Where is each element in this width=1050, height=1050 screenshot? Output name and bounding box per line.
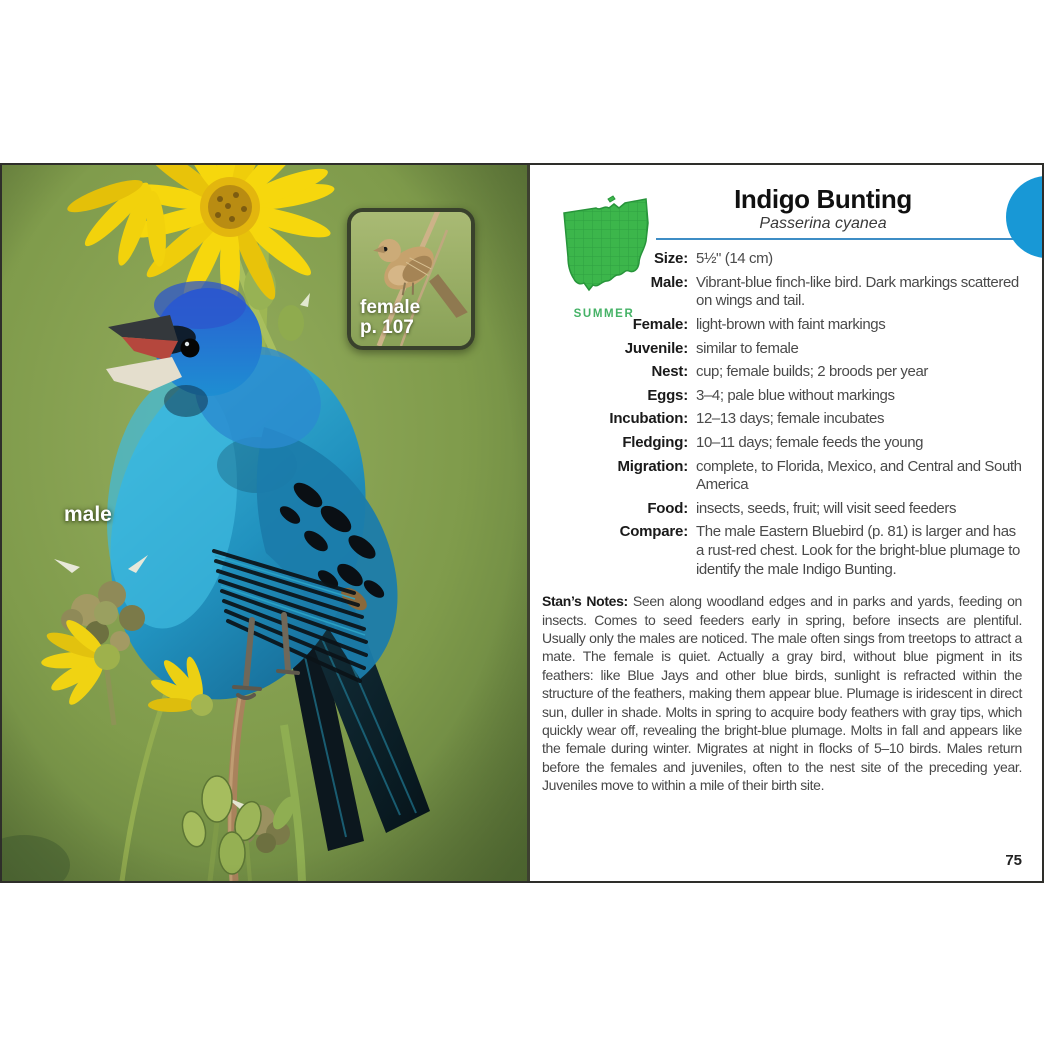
field-row-juvenile: [530, 340, 1022, 359]
page-tab-circle: [1006, 176, 1044, 258]
field-row-compare: [530, 523, 1022, 579]
field-label: Juvenile:: [624, 339, 688, 357]
field-value: The male Eastern Bluebird (p. 81) is larger and has a rust-red chest. Look for the bright-blue plumage to identify the male Indigo Bunting.: [696, 523, 1020, 578]
field-label: Food:: [647, 499, 688, 517]
field-value: cup; female builds; 2 broods per year: [696, 363, 929, 381]
title-divider: [656, 238, 1042, 240]
field-label: Migration:: [617, 457, 688, 475]
scientific-name: Passerina cyanea: [759, 215, 887, 233]
female-inset-photo: [347, 208, 475, 350]
stans-notes-label: Stan’s Notes:: [542, 593, 628, 610]
field-label: Fledging:: [622, 434, 688, 452]
field-value: similar to female: [696, 339, 799, 357]
field-row-eggs: [530, 387, 1022, 406]
ohio-range-map-icon: [556, 193, 652, 297]
male-photo-label: male: [64, 503, 112, 526]
range-map-block: [554, 193, 654, 320]
field-row-incubation: [530, 410, 1022, 429]
inset-caption-female: female: [360, 296, 421, 318]
page-number: 75: [1005, 852, 1022, 869]
field-label: Incubation:: [609, 410, 688, 428]
field-value: 10–11 days; female feeds the young: [696, 434, 924, 452]
field-row-nest: [530, 363, 1022, 382]
species-photo-pane: [2, 165, 530, 881]
species-account-pane: [530, 165, 1042, 881]
field-label: Eggs:: [647, 386, 688, 404]
field-row-migration: [530, 458, 1022, 495]
species-header: [680, 186, 966, 233]
field-guide-page: [0, 163, 1044, 883]
field-value: 5½" (14 cm): [696, 250, 773, 268]
field-label: Compare:: [619, 523, 688, 541]
species-title: Indigo Bunting: [734, 184, 912, 214]
stans-notes: [542, 592, 1022, 794]
field-value: complete, to Florida, Mexico, and Central and South America: [696, 457, 1022, 494]
field-label: Size:: [653, 250, 688, 268]
field-value: Vibrant-blue finch-like bird. Dark markings scattered on wings and tail.: [696, 273, 1019, 310]
stans-notes-text: Seen along woodland edges and in parks and yards, feeding on insects. Comes to seed feeders early in spring, before insects are plentiful. Usually only the males are noticed. The male often sings from treetops to attract a mate. The female is quiet. Actually a gray bird, without blue pigment in its feathers: like Blue Jays and other blue birds, sunlight is refracted within the structure of the feathers, making them appear blue. Plumage is iridescent in direct sun, duller in shade. Molts in spring to acquire body feathers with gray tips, which quickly wear off, revealing the bright-blue plumage. Molts in fall and appears like the female during winter. Migrates at night in flocks of 5–10 birds. Males return before the females and juveniles, often to the nest site of the preceding year. Juveniles move to within a mile of their birth site.: [542, 593, 1022, 794]
field-row-food: [530, 500, 1022, 519]
inset-caption-page-ref: p. 107: [360, 317, 414, 339]
inset-caption: [360, 298, 420, 339]
field-label: Nest:: [651, 363, 688, 381]
season-label: SUMMER: [573, 308, 635, 320]
field-label: Female:: [632, 316, 688, 334]
field-value: insects, seeds, fruit; will visit seed feeders: [696, 499, 957, 517]
field-row-fledging: [530, 434, 1022, 453]
field-value: light-brown with faint markings: [696, 316, 886, 334]
field-label: Male:: [650, 273, 688, 291]
field-value: 3–4; pale blue without markings: [696, 386, 895, 404]
field-value: 12–13 days; female incubates: [696, 410, 885, 428]
